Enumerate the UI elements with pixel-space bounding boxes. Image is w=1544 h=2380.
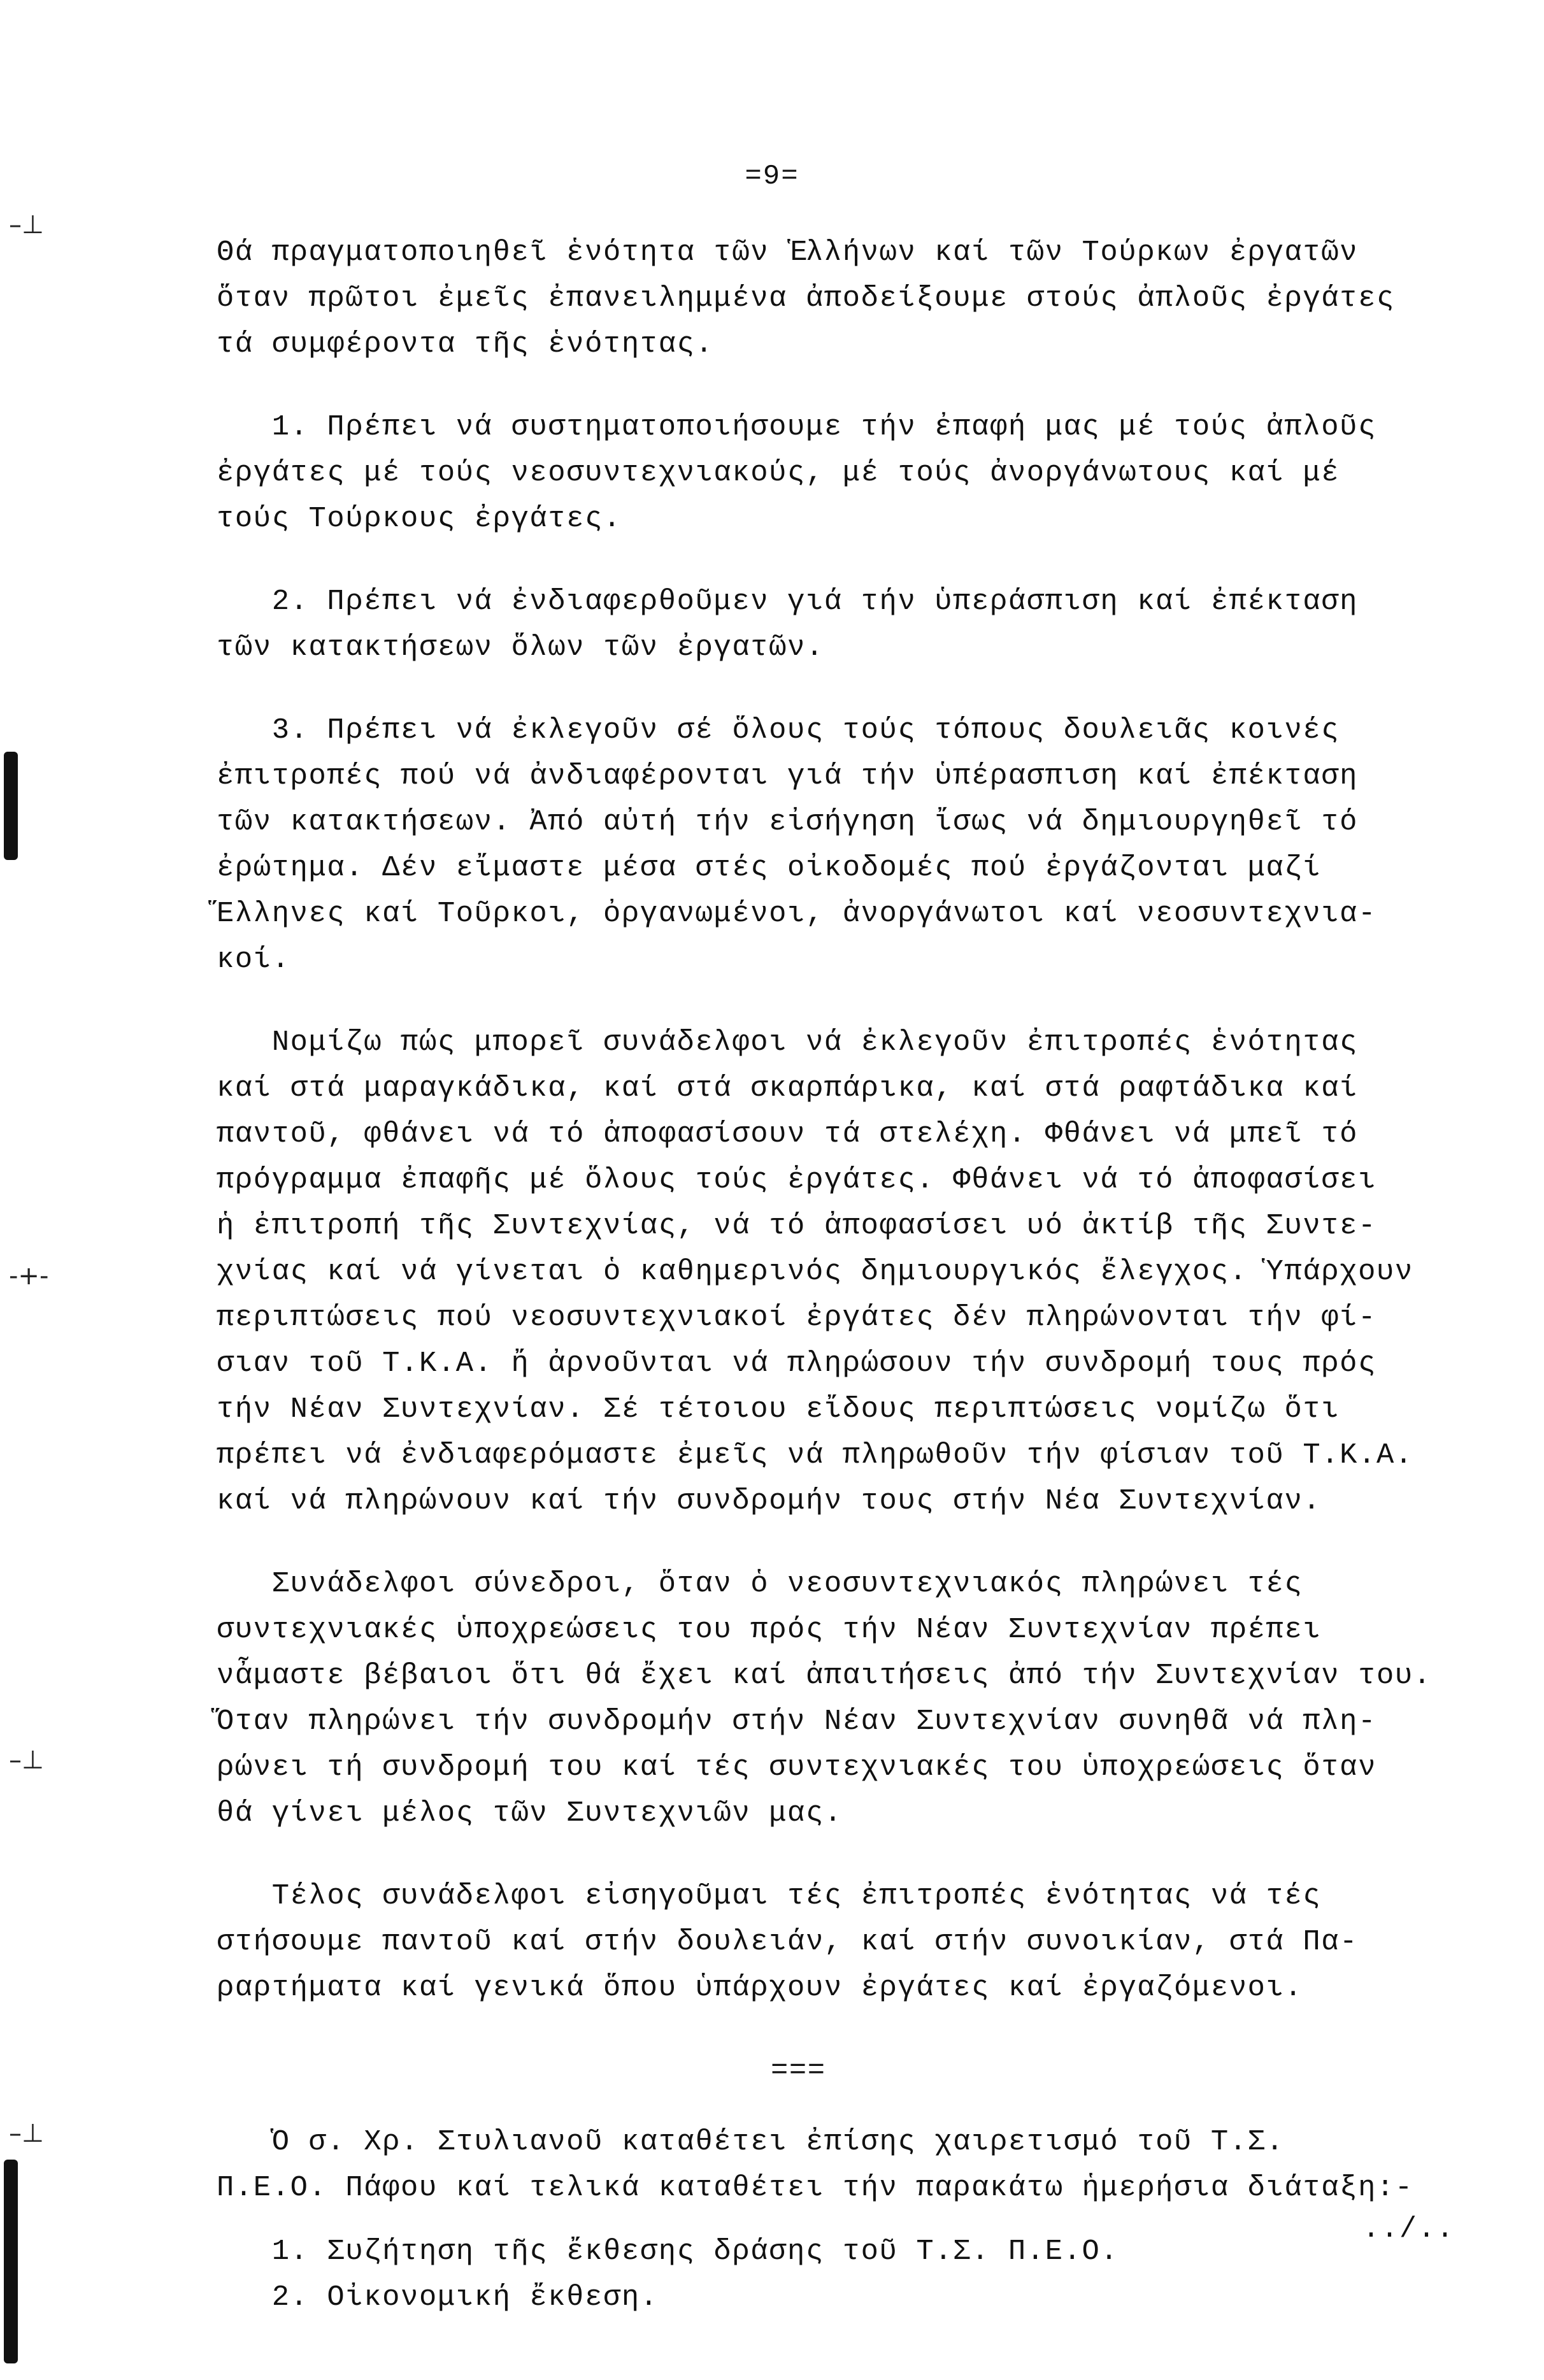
section-separator: === (771, 2054, 826, 2087)
text-line: Τέλος συνάδελφοι εἰσηγοῦμαι τές ἐπιτροπές ἑνότητας νά τές (217, 1879, 1322, 1912)
text-line: 1. Πρέπει νά συστηματοποιήσουμε τήν ἐπαφή μας μέ τούς ἀπλοῦς (217, 410, 1376, 443)
paragraph (217, 1873, 1497, 2011)
text-line: σιαν τοῦ Τ.Κ.Α. ἤ ἀρνοῦνται νά πληρώσουν τήν συνδρομή τους πρός (217, 1347, 1376, 1380)
text-line: συντεχνιακές ὑποχρεώσεις του πρός τήν Νέαν Συντεχνίαν πρέπει (217, 1613, 1322, 1646)
text-line: κοί. (217, 943, 290, 976)
text-line: Ἕλληνες καί Τοῦρκοι, ὀργανωμένοι, ἀνοργάνωτοι καί νεοσυντεχνια- (217, 897, 1376, 930)
margin-tick-mark: –⊥ (9, 2119, 44, 2148)
paragraph (217, 707, 1497, 982)
text-line: στήσουμε παντοῦ καί στήν δουλειάν, καί στήν συνοικίαν, στά Πα- (217, 1925, 1359, 1958)
text-line: θά γίνει μέλος τῶν Συντεχνιῶν μας. (217, 1796, 843, 1830)
paragraph (217, 404, 1497, 541)
page-number: =9= (745, 161, 799, 192)
text-line: ρώνει τή συνδρομή του καί τές συντεχνιακές του ὑποχρεώσεις ὅταν (217, 1751, 1376, 1784)
text-line: τῶν κατακτήσεων. Ἀπό αὐτή τήν εἰσήγηση ἴσως νά δημιουργηθεῖ τό (217, 805, 1359, 838)
text-line: ἐργάτες μέ τούς νεοσυντεχνιακούς, μέ τούς ἀνοργάνωτους καί μέ (217, 456, 1340, 489)
text-line: 3. Πρέπει νά ἐκλεγοῦν σέ ὅλους τούς τόπους δουλειᾶς κοινές (217, 713, 1340, 747)
paragraph (217, 229, 1497, 367)
text-line: νἆμαστε βέβαιοι ὅτι θά ἔχει καί ἀπαιτήσεις ἀπό τήν Συντεχνίαν του. (217, 1659, 1432, 1692)
text-line: τήν Νέαν Συντεχνίαν. Σέ τέτοιου εἴδους περιπτώσεις νομίζω ὅτι (217, 1393, 1340, 1426)
paragraph (217, 1561, 1497, 1836)
punch-hole-mark (4, 2160, 18, 2363)
continuation-mark: ../.. (1362, 2213, 1455, 2246)
text-line: καί νά πληρώνουν καί τήν συνδρομήν τους στήν Νέα Συντεχνίαν. (217, 1484, 1322, 1517)
text-line: ἐπιτροπές πού νά ἀνδιαφέρονται γιά τήν ὑπέρασπιση καί ἐπέκταση (217, 759, 1359, 792)
text-line: τῶν κατακτήσεων ὅλων τῶν ἐργατῶν. (217, 631, 824, 664)
resolution-paragraph (217, 2119, 1497, 2211)
agenda-item: 1. Συζήτηση τῆς ἔκθεσης δράσης τοῦ Τ.Σ. Π.Ε.Ο. (217, 2235, 1119, 2268)
text-line: Ὁ σ. Χρ. Στυλιανοῦ καταθέτει ἐπίσης χαιρετισμό τοῦ Τ.Σ. (217, 2125, 1285, 2158)
agenda-item: 2. Οἰκονομική ἔκθεση. (217, 2281, 659, 2314)
text-line: Συνάδελφοι σύνεδροι, ὅταν ὁ νεοσυντεχνιακός πληρώνει τές (217, 1567, 1303, 1600)
text-line: 2. Πρέπει νά ἐνδιαφερθοῦμεν γιά τήν ὑπεράσπιση καί ἐπέκταση (217, 585, 1359, 618)
text-line: ἡ ἐπιτροπή τῆς Συντεχνίας, νά τό ἀποφασίσει υό ἀκτίβ τῆς Συντε- (217, 1209, 1376, 1242)
agenda-list (217, 2228, 1497, 2320)
text-line: ἐρώτημα. Δέν εἴμαστε μέσα στές οἰκοδομές πού ἐργάζονται μαζί (217, 851, 1322, 884)
text-line: πρέπει νά ἐνδιαφερόμαστε ἐμεῖς νά πληρωθοῦν τήν φίσιαν τοῦ Τ.Κ.Α. (217, 1438, 1413, 1472)
margin-tick-mark: –⊥ (9, 210, 44, 240)
text-line: Π.Ε.Ο. Πάφου καί τελικά καταθέτει τήν παρακάτω ἡμερήσια διάταξη:- (217, 2171, 1413, 2204)
text-line: Ὅταν πληρώνει τήν συνδρομήν στήν Νέαν Συντεχνίαν συνηθᾶ νά πλη- (217, 1705, 1376, 1738)
paragraph (217, 1019, 1497, 1524)
margin-tick-mark: -+- (9, 1261, 49, 1291)
text-line: καί στά μαραγκάδικα, καί στά σκαρπάρικα, καί στά ραφτάδικα καί (217, 1072, 1359, 1105)
text-line: πρόγραμμα ἐπαφῆς μέ ὅλους τούς ἐργάτες. Φθάνει νά τό ἀποφασίσει (217, 1163, 1376, 1196)
text-line: περιπτώσεις πού νεοσυντεχνιακοί ἐργάτες δέν πληρώνονται τήν φί- (217, 1301, 1376, 1334)
text-line: ὅταν πρῶτοι ἐμεῖς ἐπανειλημμένα ἀποδείξουμε στούς ἀπλοῦς ἐργάτες (217, 282, 1395, 315)
text-line: τά συμφέροντα τῆς ἑνότητας. (217, 327, 714, 361)
text-line: χνίας καί νά γίνεται ὁ καθημερινός δημιουργικός ἔλεγχος. Ὑπάρχουν (217, 1255, 1413, 1288)
text-line: παντοῦ, φθάνει νά τό ἀποφασίσουν τά στελέχη. Φθάνει νά μπεῖ τό (217, 1117, 1359, 1151)
paragraph (217, 578, 1497, 670)
text-line: Νομίζω πώς μπορεῖ συνάδελφοι νά ἐκλεγοῦν ἐπιτροπές ἑνότητας (217, 1026, 1359, 1059)
text-line: τούς Τούρκους ἐργάτες. (217, 502, 622, 535)
document-body (217, 229, 1497, 2320)
margin-tick-mark: –⊥ (9, 1746, 44, 1775)
text-line: ραρτήματα καί γενικά ὅπου ὑπάρχουν ἐργάτες καί ἐργαζόμενοι. (217, 1971, 1303, 2004)
punch-hole-mark (4, 752, 18, 860)
text-line: Θά πραγματοποιηθεῖ ἑνότητα τῶν Ἑλλήνων καί τῶν Τούρκων ἐργατῶν (217, 236, 1359, 269)
